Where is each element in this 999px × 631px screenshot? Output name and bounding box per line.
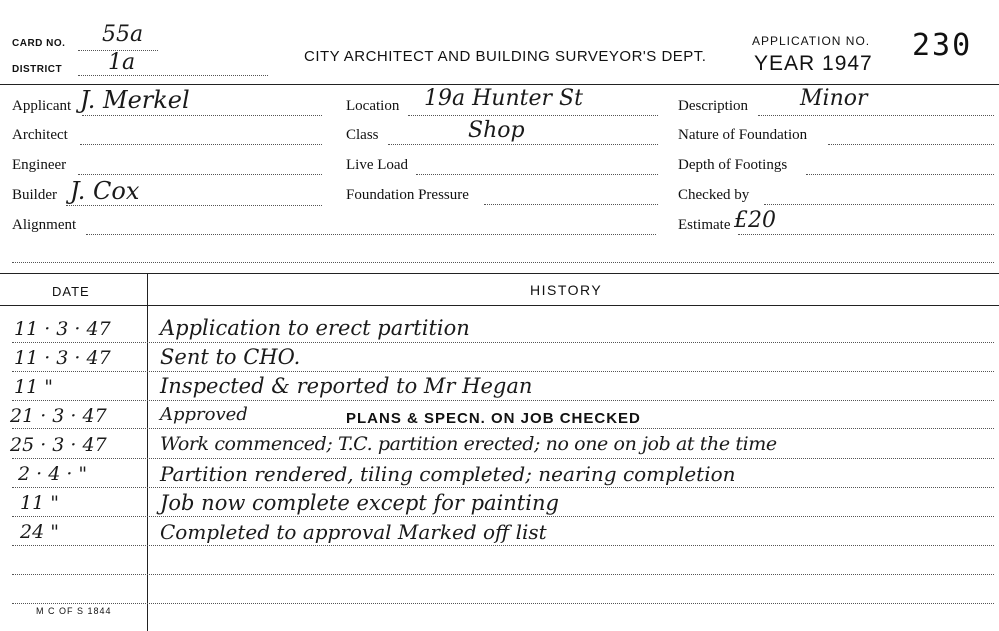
history-row-7-text: Job now complete except for painting: [160, 491, 559, 515]
history-row-4-text: Approved: [160, 404, 248, 425]
department-title: CITY ARCHITECT AND BUILDING SURVEYOR'S DEPT.: [304, 48, 707, 65]
ruled-line: [12, 603, 994, 604]
checked-by-label: Checked by: [678, 187, 750, 203]
builder-value: J. Cox: [70, 177, 140, 205]
alignment-line: [86, 234, 656, 235]
history-row-7-date: 11 ": [20, 492, 59, 514]
applicant-line: [82, 115, 322, 116]
class-line: [388, 144, 658, 145]
form-code: M C OF S 1844: [36, 606, 112, 616]
nature-of-foundation-line: [828, 144, 994, 145]
alignment-label: Alignment: [12, 217, 77, 233]
history-row-5-date: 25 · 3 · 47: [10, 434, 107, 456]
ruled-line: [12, 400, 994, 401]
date-column-divider: [147, 274, 148, 631]
application-no-label: APPLICATION NO.: [752, 34, 871, 48]
table-header-rule: [0, 305, 999, 306]
live-load-line: [416, 174, 658, 175]
history-row-4-date: 21 · 3 · 47: [10, 405, 107, 427]
ruled-line: [12, 574, 994, 575]
location-line: [408, 115, 658, 116]
blank-line: [12, 262, 994, 263]
district-line: [78, 75, 268, 76]
history-row-6-text: Partition rendered, tiling completed; nearing completion: [160, 462, 736, 486]
history-row-3-text: Inspected & reported to Mr Hegan: [160, 374, 533, 398]
checked-by-line: [764, 204, 994, 205]
plans-checked-stamp: PLANS & SPECN. ON JOB CHECKED: [346, 410, 641, 427]
ruled-line: [12, 487, 994, 488]
description-label: Description: [678, 98, 748, 114]
foundation-pressure-line: [484, 204, 658, 205]
card-no-value: 55a: [102, 22, 144, 47]
history-row-5-text: Work commenced; T.C. partition erected; no one on job at the time: [160, 433, 777, 455]
estimate-value: £20: [734, 208, 776, 233]
description-value: Minor: [800, 86, 868, 111]
history-row-3-date: 11 ": [14, 376, 53, 398]
history-row-8-date: 24 ": [20, 521, 59, 543]
ruled-line: [12, 342, 994, 343]
location-label: Location: [346, 98, 400, 114]
table-top-rule: [0, 273, 999, 274]
location-value: 19a Hunter St: [424, 86, 583, 111]
ruled-line: [12, 516, 994, 517]
nature-of-foundation-label: Nature of Foundation: [678, 127, 808, 143]
depth-of-footings-line: [806, 174, 994, 175]
district-value: 1a: [108, 50, 136, 75]
foundation-pressure-label: Foundation Pressure: [346, 187, 469, 203]
card-no-label: CARD NO.: [12, 38, 66, 49]
header-rule: [0, 84, 999, 85]
builder-line: [66, 205, 322, 206]
class-label: Class: [346, 127, 379, 143]
history-column-header: HISTORY: [530, 282, 603, 298]
date-column-header: DATE: [52, 284, 90, 299]
applicant-label: Applicant: [12, 98, 72, 114]
live-load-label: Live Load: [346, 157, 409, 173]
district-label: DISTRICT: [12, 64, 63, 75]
architect-label: Architect: [12, 127, 68, 143]
application-no-value: 230: [912, 28, 973, 63]
estimate-line: [738, 234, 994, 235]
history-row-6-date: 2 · 4 · ": [18, 463, 88, 485]
ruled-line: [12, 458, 994, 459]
ruled-line: [12, 428, 994, 429]
ruled-line: [12, 545, 994, 546]
estimate-label: Estimate: [678, 217, 731, 233]
depth-of-footings-label: Depth of Footings: [678, 157, 788, 173]
history-row-1-text: Application to erect partition: [160, 316, 470, 340]
history-row-2-text: Sent to CHO.: [160, 345, 301, 369]
class-value: Shop: [468, 118, 525, 143]
year-label: YEAR 1947: [754, 52, 873, 75]
history-row-1-date: 11 · 3 · 47: [14, 318, 111, 340]
history-row-2-date: 11 · 3 · 47: [14, 347, 111, 369]
ruled-line: [12, 371, 994, 372]
engineer-line: [78, 174, 322, 175]
architect-line: [80, 144, 322, 145]
builder-label: Builder: [12, 187, 57, 203]
engineer-label: Engineer: [12, 157, 67, 173]
description-line: [758, 115, 994, 116]
applicant-value: J. Merkel: [80, 86, 190, 114]
history-row-8-text: Completed to approval Marked off list: [160, 520, 547, 544]
